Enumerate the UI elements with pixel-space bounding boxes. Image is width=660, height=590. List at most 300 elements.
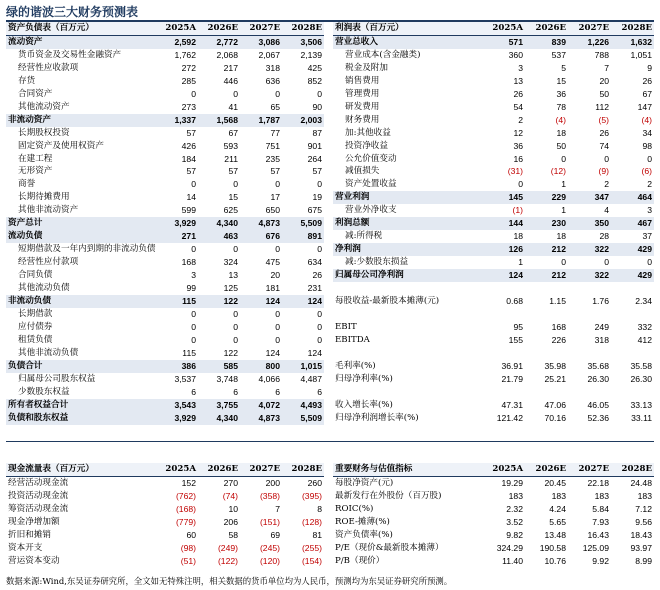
row-value: 0 <box>191 308 196 319</box>
row-value: 446 <box>223 75 238 86</box>
row-value: 7.93 <box>592 516 609 527</box>
table-row <box>333 529 654 542</box>
row-value: 0 <box>518 179 523 190</box>
row-value: 1 <box>561 179 566 190</box>
row-label: 减:所得税 <box>345 231 383 242</box>
row-value: 0 <box>233 308 238 319</box>
row-value: 386 <box>156 360 198 373</box>
row-value: (1) <box>512 205 523 216</box>
row-value: 324 <box>223 257 238 268</box>
row-value: 22.18 <box>587 477 609 488</box>
row-value: 11.40 <box>502 555 523 566</box>
row-label: 非流动负债 <box>6 295 156 308</box>
row-label: 长期股权投资 <box>18 127 70 138</box>
row-value: 125.09 <box>582 542 609 553</box>
row-value: 0 <box>317 88 322 99</box>
table-title: 重要财务与估值指标 <box>333 463 482 476</box>
row-value: 9.92 <box>592 555 609 566</box>
table-row <box>6 476 324 489</box>
row-value: 429 <box>611 243 654 256</box>
table-row <box>333 101 654 114</box>
row-value: 54 <box>513 101 523 112</box>
row-label: 无形资产 <box>18 166 53 177</box>
row-value: 260 <box>307 477 322 488</box>
row-label: 短期借款及一年内到期的非流动负债 <box>18 244 156 255</box>
row-value: 0 <box>317 334 322 345</box>
row-value: 4.24 <box>549 503 566 514</box>
row-value: 585 <box>198 360 240 373</box>
row-value: 2,067 <box>258 49 280 60</box>
row-value: 2.34 <box>635 296 652 306</box>
row-label: 流动负债 <box>6 230 156 243</box>
row-value: 2,139 <box>300 49 322 60</box>
table-row <box>333 555 654 568</box>
row-value: 4,493 <box>282 399 324 412</box>
row-value: 3,929 <box>156 217 198 230</box>
row-label: 货币资金及交易性金融资产 <box>18 49 122 60</box>
row-label <box>333 282 482 295</box>
row-value: 676 <box>240 230 282 243</box>
row-label: EBIT <box>335 321 357 332</box>
row-value: 0 <box>275 308 280 319</box>
row-value: 1,787 <box>240 114 282 127</box>
row-value: 839 <box>525 35 568 48</box>
row-value: 751 <box>265 140 280 151</box>
table-header-row <box>6 22 324 35</box>
row-value: 318 <box>594 334 609 345</box>
row-label: 商誉 <box>18 179 36 190</box>
table-row <box>6 256 324 269</box>
row-value: 0.68 <box>506 296 523 306</box>
row-value: 33.11 <box>631 412 652 423</box>
row-value: 231 <box>307 283 322 294</box>
row-value: 217 <box>223 62 238 73</box>
year-header: 2028E <box>282 463 324 476</box>
row-value: 69 <box>270 529 280 540</box>
row-value: 593 <box>223 140 238 151</box>
row-value: 9.56 <box>635 516 652 527</box>
row-value: 4,340 <box>198 217 240 230</box>
row-value: 181 <box>265 283 280 294</box>
row-value: 124 <box>482 269 525 282</box>
row-value: 0 <box>647 153 652 164</box>
table-row <box>333 153 654 166</box>
table-row <box>6 542 324 555</box>
row-value: 273 <box>181 101 196 112</box>
row-label: 最新发行在外股份（百万股) <box>335 490 442 501</box>
row-value: 0 <box>233 244 238 255</box>
table-row <box>6 62 324 75</box>
row-value: 891 <box>282 230 324 243</box>
row-value: 2.32 <box>506 503 523 514</box>
row-value: 9 <box>647 62 652 73</box>
row-value <box>611 282 654 295</box>
row-value: 0 <box>317 244 322 255</box>
row-value <box>568 386 611 399</box>
row-value: 0 <box>317 308 322 319</box>
table-row <box>6 88 324 101</box>
row-value: (122) <box>217 555 238 566</box>
row-value: (12) <box>550 166 566 177</box>
row-value: 124 <box>240 295 282 308</box>
row-value: 235 <box>265 153 280 164</box>
row-value: 0 <box>317 179 322 190</box>
row-value: 5 <box>561 62 566 73</box>
row-value <box>525 347 568 360</box>
row-value: 2,068 <box>216 49 238 60</box>
row-value: 599 <box>181 205 196 216</box>
row-value: 144 <box>482 217 525 230</box>
row-value: 0 <box>275 179 280 190</box>
row-value: 1,226 <box>568 35 611 48</box>
table-row <box>6 153 324 166</box>
row-value: 147 <box>637 101 652 112</box>
row-value: 800 <box>240 360 282 373</box>
row-value: 19.29 <box>501 477 523 488</box>
row-label: 营业利润 <box>333 191 482 204</box>
row-value: 19 <box>312 192 322 203</box>
table-header-row <box>6 463 324 476</box>
row-label: 营业成本(含金融类) <box>345 49 421 60</box>
table-row <box>333 230 654 243</box>
table-row <box>6 399 324 412</box>
row-label: 长期待摊费用 <box>18 192 70 203</box>
row-value: 52.36 <box>587 412 609 423</box>
table-row <box>333 256 654 269</box>
row-label: 每股收益-最新股本摊薄(元) <box>335 296 440 306</box>
row-value: (762) <box>175 490 196 501</box>
row-value: 3 <box>191 270 196 281</box>
row-value: 37 <box>642 231 652 242</box>
row-value: (154) <box>301 555 322 566</box>
row-value <box>611 308 654 321</box>
row-label: 其他非流动负债 <box>18 347 79 358</box>
table-row <box>6 127 324 140</box>
table-row <box>333 114 654 127</box>
table-row <box>6 555 324 568</box>
row-label: 税金及附加 <box>345 62 388 73</box>
row-value: 0 <box>275 334 280 345</box>
row-value: 18.43 <box>630 529 652 540</box>
row-value: 47.31 <box>501 399 523 410</box>
row-label: 筹资活动现金流 <box>8 503 69 514</box>
row-value: (4) <box>555 114 566 125</box>
row-label: EBITDA <box>335 334 370 345</box>
row-label: P/E（现价&最新股本摊薄） <box>335 542 444 553</box>
row-value <box>525 308 568 321</box>
row-value: 0 <box>233 321 238 332</box>
table-row <box>6 114 324 127</box>
row-value: 87 <box>312 127 322 138</box>
year-header: 2027E <box>240 463 282 476</box>
table-row <box>333 360 654 373</box>
row-value: 322 <box>568 269 611 282</box>
row-value: 1,568 <box>198 114 240 127</box>
row-value: 7 <box>275 503 280 514</box>
row-value: 183 <box>551 490 566 501</box>
row-value <box>482 386 525 399</box>
row-label: 存货 <box>18 75 36 86</box>
row-value: 2 <box>604 179 609 190</box>
row-value: 93.97 <box>630 542 652 553</box>
table-row <box>6 373 324 386</box>
row-value: (128) <box>301 516 322 527</box>
row-value: 7.12 <box>635 503 652 514</box>
row-label: 营业外净收支 <box>345 205 397 216</box>
row-value: 78 <box>556 101 566 112</box>
row-value: 6 <box>191 386 196 397</box>
table-row <box>6 386 324 399</box>
row-value: 264 <box>307 153 322 164</box>
row-value: 901 <box>307 140 322 151</box>
row-value: 35.58 <box>630 360 652 371</box>
row-value: 788 <box>594 49 609 60</box>
table-row <box>6 101 324 114</box>
row-value: (151) <box>259 516 280 527</box>
table-row <box>333 516 654 529</box>
row-value: (249) <box>217 542 238 553</box>
row-value: 124 <box>265 347 280 358</box>
table-row <box>6 140 324 153</box>
row-label: 收入增长率(%) <box>335 399 393 410</box>
row-value: 272 <box>181 62 196 73</box>
row-value: 10.76 <box>544 555 566 566</box>
row-value: 15 <box>228 192 238 203</box>
row-value: (6) <box>641 166 652 177</box>
row-value: 332 <box>637 321 652 332</box>
table-row <box>333 412 654 425</box>
row-value: 412 <box>637 334 652 345</box>
table-row <box>6 321 324 334</box>
table-row <box>333 334 654 347</box>
row-value: 360 <box>508 49 523 60</box>
table-row <box>6 503 324 516</box>
row-value: 4,066 <box>258 373 280 384</box>
row-value: 0 <box>317 321 322 332</box>
year-header: 2027E <box>568 463 611 476</box>
row-value: 249 <box>594 321 609 332</box>
year-header: 2028E <box>611 463 654 476</box>
table-row <box>333 127 654 140</box>
row-value: 6 <box>275 386 280 397</box>
table-row <box>6 49 324 62</box>
row-value: 26.30 <box>587 373 609 384</box>
row-value: 13 <box>513 75 523 86</box>
row-value: 145 <box>482 191 525 204</box>
row-value: 16.43 <box>587 529 609 540</box>
row-value: 47.06 <box>544 399 566 410</box>
row-value: 112 <box>595 101 609 112</box>
row-value: 634 <box>307 257 322 268</box>
row-value: 675 <box>307 205 322 216</box>
balance-sheet-table <box>6 22 324 425</box>
table-row <box>6 217 324 230</box>
row-value: 18 <box>513 231 523 242</box>
row-value: (395) <box>301 490 322 501</box>
row-value <box>568 282 611 295</box>
row-value: 3,755 <box>198 399 240 412</box>
row-value: 168 <box>551 321 566 332</box>
row-value: 5,509 <box>282 412 324 425</box>
year-header: 2027E <box>568 22 611 35</box>
row-value <box>568 308 611 321</box>
row-label <box>333 308 482 321</box>
year-header: 2025A <box>482 22 525 35</box>
table-row <box>333 282 654 295</box>
row-label: 减值损失 <box>345 166 380 177</box>
table-row <box>6 490 324 503</box>
row-value: 1 <box>561 205 566 216</box>
row-value: 3.52 <box>506 516 523 527</box>
row-value: 67 <box>642 88 652 99</box>
row-value: 0 <box>275 88 280 99</box>
row-value: 1,051 <box>630 49 652 60</box>
row-value: 18 <box>556 231 566 242</box>
table-title: 资产负债表（百万元） <box>6 22 156 35</box>
row-label: 其他流动资产 <box>18 101 70 112</box>
row-value: 475 <box>265 257 280 268</box>
row-value <box>611 386 654 399</box>
row-value: 124 <box>307 347 322 358</box>
table-row <box>6 360 324 373</box>
year-header: 2028E <box>282 22 324 35</box>
table-title: 利润表（百万元） <box>333 22 482 35</box>
row-value: 121.42 <box>496 412 523 423</box>
row-value: 2,003 <box>282 114 324 127</box>
row-value: 0 <box>191 179 196 190</box>
row-label: 在建工程 <box>18 153 53 164</box>
row-value: 229 <box>525 191 568 204</box>
row-value: 115 <box>182 347 196 358</box>
row-value: 4,340 <box>198 412 240 425</box>
table-row <box>333 62 654 75</box>
table-row <box>333 503 654 516</box>
row-value: 50 <box>556 140 566 151</box>
year-header: 2027E <box>240 22 282 35</box>
row-value: (168) <box>175 503 196 514</box>
page-title: 绿的谐波三大财务预测表 <box>6 5 139 19</box>
row-value: 425 <box>307 62 322 73</box>
row-value: 125 <box>223 283 238 294</box>
row-value: 168 <box>181 257 196 268</box>
row-value <box>482 308 525 321</box>
row-value: 70.16 <box>544 412 566 423</box>
row-value: 1,015 <box>282 360 324 373</box>
row-label: 合同负债 <box>18 270 53 281</box>
row-value: 77 <box>270 127 280 138</box>
income-statement-table <box>333 22 654 424</box>
table-row <box>6 269 324 282</box>
row-label: 固定资产及使用权资产 <box>18 140 104 151</box>
row-value: 429 <box>611 269 654 282</box>
row-label: 净利润 <box>333 243 482 256</box>
row-label: 应付债券 <box>18 321 53 332</box>
row-value: 20 <box>270 270 280 281</box>
row-value: 3 <box>518 62 523 73</box>
row-label: 投资净收益 <box>345 140 388 151</box>
table-row <box>333 321 654 334</box>
year-header: 2026E <box>525 463 568 476</box>
row-value: 2 <box>518 114 523 125</box>
row-label: 营运资本变动 <box>8 555 60 566</box>
row-value: 122 <box>223 347 238 358</box>
row-value: 0 <box>191 321 196 332</box>
row-label <box>333 386 482 399</box>
row-value: 26 <box>599 127 609 138</box>
row-value: 35.98 <box>544 360 566 371</box>
row-value: 0 <box>233 334 238 345</box>
row-value <box>525 282 568 295</box>
row-label: 非流动资产 <box>6 114 156 127</box>
cashflow-table <box>6 463 324 568</box>
row-label: 折旧和摊销 <box>8 529 51 540</box>
table-row <box>333 347 654 360</box>
table-row <box>333 308 654 321</box>
row-value: 25.21 <box>544 373 566 384</box>
row-value: 0 <box>275 244 280 255</box>
row-value: 347 <box>568 191 611 204</box>
row-label: 加:其他收益 <box>345 127 391 138</box>
year-header: 2025A <box>482 463 525 476</box>
row-label: 负债合计 <box>6 360 156 373</box>
row-value: 20 <box>599 75 609 86</box>
row-value: 35.68 <box>587 360 609 371</box>
row-value: (31) <box>507 166 523 177</box>
row-value: 4,072 <box>240 399 282 412</box>
table-row <box>333 178 654 191</box>
year-header: 2025A <box>156 22 198 35</box>
row-value: 18 <box>556 127 566 138</box>
row-value: 0 <box>561 153 566 164</box>
row-label: 毛利率(%) <box>335 360 376 371</box>
table-row <box>6 35 324 48</box>
row-value: (245) <box>259 542 280 553</box>
row-value: 14 <box>186 192 196 203</box>
table-row <box>333 269 654 282</box>
table-header-row <box>333 22 654 35</box>
row-value: 464 <box>611 191 654 204</box>
row-label: 流动资产 <box>6 35 156 48</box>
row-value: 20.45 <box>544 477 566 488</box>
row-value: 8 <box>317 503 322 514</box>
row-value: 270 <box>223 477 238 488</box>
table-row <box>6 308 324 321</box>
row-value: 2,592 <box>156 35 198 48</box>
row-label: 合同资产 <box>18 88 53 99</box>
table-row <box>6 529 324 542</box>
row-label: 归母净利润增长率(%) <box>335 412 419 423</box>
table-row <box>6 282 324 295</box>
row-value: 5,509 <box>282 217 324 230</box>
table-row <box>333 399 654 412</box>
row-value: 21.79 <box>501 373 523 384</box>
row-value <box>611 347 654 360</box>
row-value: 98 <box>642 140 652 151</box>
row-value: 4 <box>604 205 609 216</box>
row-value: 13 <box>228 270 238 281</box>
row-label: 所有者权益合计 <box>6 399 156 412</box>
row-label: 归母净利率(%) <box>335 373 393 384</box>
row-value: (74) <box>222 490 238 501</box>
row-value: 3 <box>647 205 652 216</box>
row-value: 0 <box>647 257 652 268</box>
row-value: 426 <box>181 140 196 151</box>
row-label: 资本开支 <box>8 542 43 553</box>
row-label: ROE-摊薄(%) <box>335 516 390 527</box>
row-label: 营业总收入 <box>333 35 482 48</box>
row-value: 625 <box>223 205 238 216</box>
row-value: 1,632 <box>611 35 654 48</box>
